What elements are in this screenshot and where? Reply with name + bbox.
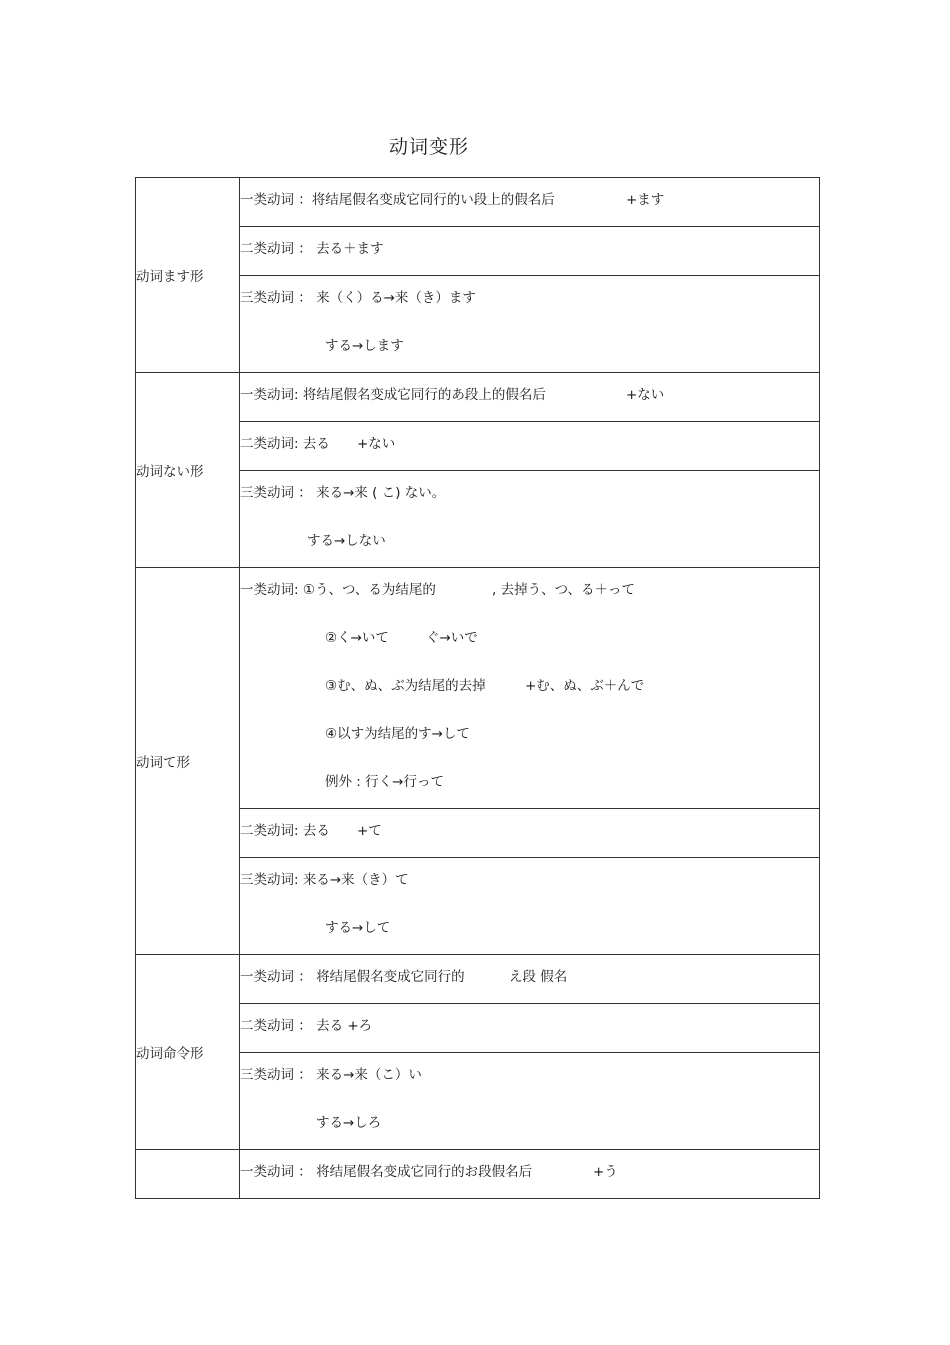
category-label: 动词命令形 xyxy=(136,1046,204,1062)
rule-text: する→しろ xyxy=(316,1115,382,1131)
category-label: 动词ない形 xyxy=(136,464,204,480)
rule-text: 一类动词: ①う、つ、る为结尾的 xyxy=(240,582,436,598)
rule-cell xyxy=(240,568,820,809)
category-cell xyxy=(136,568,240,955)
rule-text: +て xyxy=(357,823,382,839)
rule-text: +う xyxy=(593,1164,618,1180)
page-title: 动词变形 xyxy=(388,136,469,158)
category-label: 动词て形 xyxy=(136,755,190,771)
rule-cell xyxy=(240,178,820,227)
rule-text: する→します xyxy=(325,338,404,354)
rule-cell xyxy=(240,227,820,276)
rule-text: 一类动词: 将结尾假名变成它同行的あ段上的假名后 xyxy=(240,387,546,403)
rule-cell xyxy=(240,373,820,422)
rule-text: え段 假名 xyxy=(509,969,568,985)
rule-text: ③む、ぬ、ぶ为结尾的去掉 xyxy=(325,678,486,694)
rule-text: ぐ→いで xyxy=(426,630,478,646)
rule-text: 二类动词: 去る xyxy=(240,436,330,452)
rule-text: 例外 : 行く→行って xyxy=(325,774,444,790)
rule-cell xyxy=(240,471,820,568)
rule-cell xyxy=(240,955,820,1004)
category-cell xyxy=(136,178,240,373)
table-row xyxy=(136,568,820,809)
category-label: 动词ます形 xyxy=(136,269,204,285)
rule-text: 一类动词 ： 将结尾假名变成它同行的 xyxy=(240,969,465,985)
rule-text: +ない xyxy=(357,436,396,452)
table-row xyxy=(136,373,820,422)
category-cell xyxy=(136,373,240,568)
category-cell xyxy=(136,1150,240,1199)
rule-text: 三类动词 ： 来（く）る→来（き）ます xyxy=(240,290,476,306)
conjugation-table xyxy=(135,177,820,1199)
table-row xyxy=(136,1150,820,1199)
rule-cell xyxy=(240,858,820,955)
category-cell xyxy=(136,955,240,1150)
rule-text: する→して xyxy=(325,920,391,936)
rule-text: 一类动词 ： 将结尾假名变成它同行的お段假名后 xyxy=(240,1164,533,1180)
table-row xyxy=(136,955,820,1004)
rule-cell xyxy=(240,1150,820,1199)
table-row xyxy=(136,178,820,227)
rule-cell xyxy=(240,1053,820,1150)
rule-text: 三类动词 ： 来る→来 ( こ) ない。 xyxy=(240,485,446,501)
rule-text: 二类动词 ： 去る＋ます xyxy=(240,241,384,257)
rule-cell xyxy=(240,422,820,471)
rule-cell xyxy=(240,809,820,858)
rule-text: ④以す为结尾的す→して xyxy=(325,726,470,742)
rule-text: 二类动词: 去る xyxy=(240,823,330,839)
rule-text: +ない xyxy=(626,387,665,403)
rule-text: , 去掉う、つ、る＋って xyxy=(492,582,636,598)
rule-text: 一类动词 ：将结尾假名变成它同行的い段上的假名后 xyxy=(240,192,555,208)
rule-cell xyxy=(240,1004,820,1053)
rule-text: 三类动词: 来る→来（き）て xyxy=(240,872,409,888)
rule-text: 三类动词 ： 来る→来（こ）い xyxy=(240,1067,422,1083)
rule-text: +む、ぬ、ぶ＋んで xyxy=(525,678,645,694)
rule-text: する→しない xyxy=(307,533,386,549)
rule-text: ②く→いて xyxy=(325,630,389,646)
rule-text: +ます xyxy=(626,192,665,208)
rule-text: 二类动词 ： 去る +ろ xyxy=(240,1018,373,1034)
rule-cell xyxy=(240,276,820,373)
